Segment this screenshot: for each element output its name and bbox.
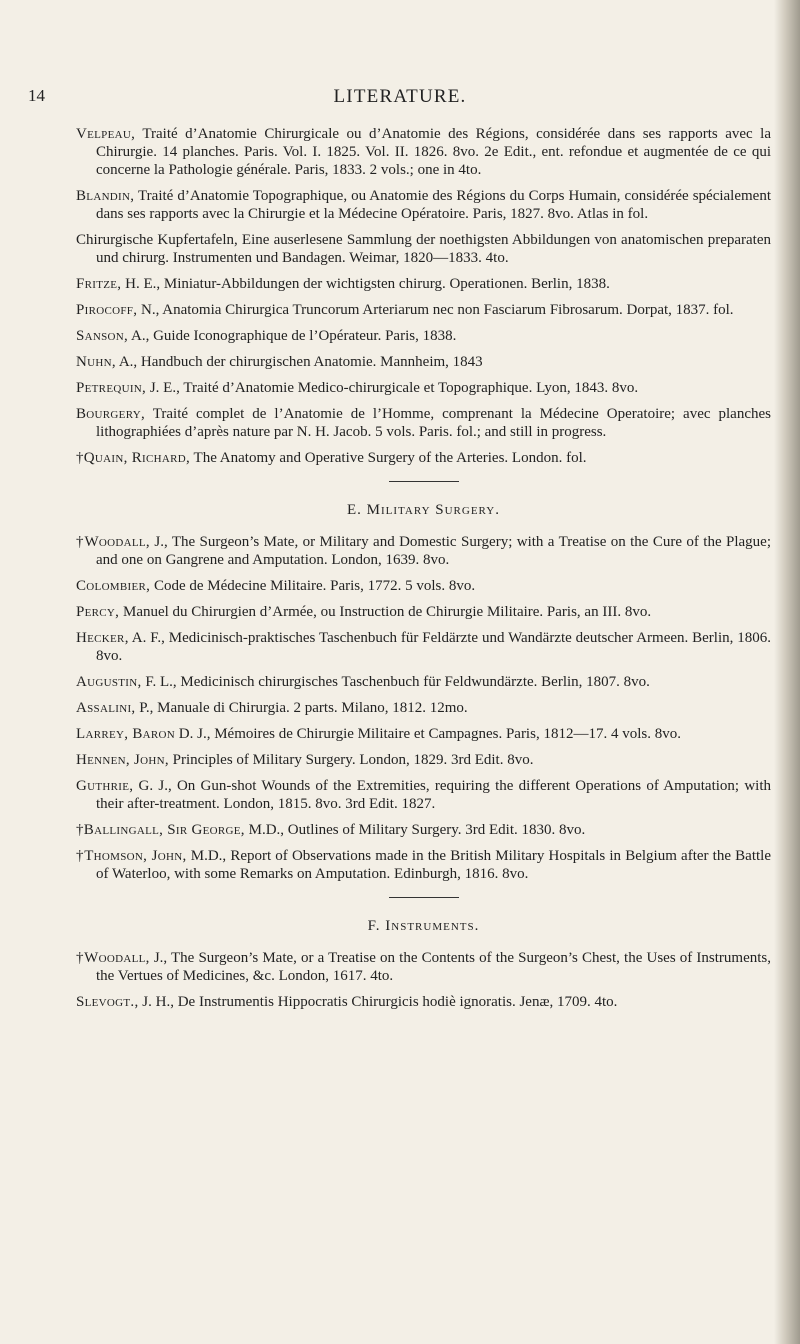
entry-author: Blandin, bbox=[76, 188, 135, 204]
entry-author: Petrequin, bbox=[76, 380, 147, 396]
entry-author: Larrey, Baron bbox=[76, 726, 176, 742]
bibliography-entry bbox=[76, 187, 771, 223]
bibliography-entry bbox=[76, 231, 771, 267]
entry-text: Principles of Military Surgery. London, 1829. 3rd Edit. 8vo. bbox=[168, 752, 534, 768]
bibliography-entry bbox=[76, 725, 771, 743]
entry-text: A., Handbuch der chirurgischen Anatomie. Mannheim, 1843 bbox=[115, 354, 483, 370]
bibliography-entry bbox=[76, 275, 771, 293]
entry-text: J., The Surgeon’s Mate, or a Treatise on the Contents of the Surgeon’s Chest, the Uses of Instruments, the Vertues of Medicines, &c. London, 1617. 4to. bbox=[96, 950, 771, 984]
entry-text: M.D., Outlines of Military Surgery. 3rd Edit. 1830. 8vo. bbox=[244, 822, 586, 838]
entry-text: Manuel du Chirurgien d’Armée, ou Instruction de Chirurgie Militaire. Paris, an III. 8vo. bbox=[119, 604, 652, 620]
section-f-entries bbox=[76, 949, 771, 1011]
bibliography-entry bbox=[76, 603, 771, 621]
entry-author: Nuhn, bbox=[76, 354, 116, 370]
entry-author: Sanson, bbox=[76, 328, 129, 344]
entry-author: †Quain, Richard, bbox=[76, 450, 191, 466]
section-heading-instruments bbox=[76, 918, 771, 935]
bibliography-entry bbox=[76, 125, 771, 179]
bibliography-entry bbox=[76, 777, 771, 813]
bibliography-entry bbox=[76, 577, 771, 595]
bibliography-entry bbox=[76, 993, 771, 1011]
running-head: LITERATURE. bbox=[333, 86, 467, 107]
entry-text: G. J., On Gun-shot Wounds of the Extremities, requiring the different Operations of Amputation; with their after-treatment. London, 1815. 8vo. 3rd Edit. 1827. bbox=[96, 778, 771, 812]
section-divider bbox=[389, 481, 459, 482]
entry-text: J., The Surgeon’s Mate, or Military and Domestic Surgery; with a Treatise on the Cure of the Plague; and one on Gangrene and Amputation. London, 1639. 8vo. bbox=[96, 534, 771, 568]
bibliography-entry bbox=[76, 379, 771, 397]
entry-author: Augustin, bbox=[76, 674, 142, 690]
entry-author: Assalini, bbox=[76, 700, 136, 716]
bibliography-entry bbox=[76, 449, 771, 467]
bibliography bbox=[76, 125, 771, 1019]
page-number: 14 bbox=[28, 86, 45, 105]
section-letter: F. bbox=[367, 918, 381, 934]
entry-text: H. E., Miniatur-Abbildungen der wichtigsten chirurg. Operationen. Berlin, 1838. bbox=[121, 276, 610, 292]
entry-text: Code de Médecine Militaire. Paris, 1772. 5 vols. 8vo. bbox=[150, 578, 476, 594]
section-letter: E. bbox=[347, 502, 362, 518]
entry-text: Chirurgische Kupfertafeln, Eine auserlesene Sammlung der noethigsten Abbildungen von anatomischen preparaten und chirurg. Instrumenten und Bandagen. Weimar, 1820—1833. 4to. bbox=[76, 232, 771, 266]
bibliography-entry bbox=[76, 533, 771, 569]
entry-text: Traité complet de l’Anatomie de l’Homme, comprenant la Médecine Operatoire; avec planches lithographiées d’après nature par N. H. Jacob. 5 vols. Paris. fol.; and still in progress. bbox=[96, 406, 771, 440]
section-divider bbox=[389, 897, 459, 898]
entry-author: †Woodall, bbox=[76, 534, 150, 550]
entry-author: †Woodall, bbox=[76, 950, 150, 966]
section-title: Military Surgery. bbox=[366, 502, 500, 518]
bibliography-entry bbox=[76, 847, 771, 883]
entry-text: Traité d’Anatomie Topographique, ou Anatomie des Régions du Corps Humain, considérée spécialement dans ses rapports avec la Chirurgie et la Médecine Opératoire. Paris, 1827. 8vo. Atlas in fol. bbox=[96, 188, 771, 222]
entry-text: N., Anatomia Chirurgica Truncorum Arteriarum nec non Fasciarum Fibrosarum. Dorpat, 1837. fol. bbox=[137, 302, 734, 318]
bibliography-entry bbox=[76, 405, 771, 441]
entry-text: A., Guide Iconographique de l’Opérateur. Paris, 1838. bbox=[128, 328, 457, 344]
entry-author: Percy, bbox=[76, 604, 120, 620]
entry-text: F. L., Medicinisch chirurgisches Taschenbuch für Feldwundärzte. Berlin, 1807. 8vo. bbox=[141, 674, 650, 690]
section-heading-military-surgery bbox=[76, 502, 771, 519]
bibliography-entry bbox=[76, 301, 771, 319]
entry-author: Bourgery, bbox=[76, 406, 146, 422]
entry-author: †Thomson, John, bbox=[76, 848, 187, 864]
bibliography-entry bbox=[76, 699, 771, 717]
section-e-entries bbox=[76, 533, 771, 883]
entry-author: Hennen, John, bbox=[76, 752, 169, 768]
bibliography-entry bbox=[76, 949, 771, 985]
bibliography-entry bbox=[76, 327, 771, 345]
entry-author: Hecker, bbox=[76, 630, 129, 646]
entry-text: M.D., Report of Observations made in the British Military Hospitals in Belgium after the Battle of Waterloo, with some Remarks on Amputation. Edinburgh, 1816. 8vo. bbox=[96, 848, 771, 882]
entry-text: P., Manuale di Chirurgia. 2 parts. Milano, 1812. 12mo. bbox=[135, 700, 468, 716]
entry-text: D. J., Mémoires de Chirurgie Militaire et Campagnes. Paris, 1812—17. 4 vols. 8vo. bbox=[175, 726, 681, 742]
entry-author: Velpeau, bbox=[76, 126, 136, 142]
entry-author: Pirocoff, bbox=[76, 302, 138, 318]
bibliography-entry bbox=[76, 821, 771, 839]
entry-author: †Ballingall, Sir George, bbox=[76, 822, 245, 838]
entry-text: J. H., De Instrumentis Hippocratis Chirurgicis hodiè ignoratis. Jenæ, 1709. 4to. bbox=[138, 994, 618, 1010]
entry-author: Guthrie, bbox=[76, 778, 134, 794]
entry-text: Traité d’Anatomie Chirurgicale ou d’Anatomie des Régions, considérée dans ses rapports avec la Chirurgie. 14 planches. Paris. Vol. I. 1825. Vol. II. 1826. 8vo. 2e Edit., ent. refondue et augmentée de ce qui concerne la Pathologie générale. Paris, 1833. 2 vols.; one in 4to. bbox=[96, 126, 771, 178]
bibliography-entry bbox=[76, 673, 771, 691]
bibliography-entry bbox=[76, 629, 771, 665]
entry-author: Colombier, bbox=[76, 578, 151, 594]
section-d-entries bbox=[76, 125, 771, 467]
bibliography-entry bbox=[76, 751, 771, 769]
bibliography-entry bbox=[76, 353, 771, 371]
entry-author: Slevogt., bbox=[76, 994, 139, 1010]
entry-author: Fritze, bbox=[76, 276, 122, 292]
entry-text: A. F., Medicinisch-praktisches Taschenbuch für Feldärzte und Wandärzte deutscher Armeen. Berlin, 1806. 8vo. bbox=[96, 630, 771, 664]
entry-text: J. E., Traité d’Anatomie Medico-chirurgicale et Topographique. Lyon, 1843. 8vo. bbox=[146, 380, 639, 396]
section-title: Instruments. bbox=[385, 918, 480, 934]
entry-text: The Anatomy and Operative Surgery of the Arteries. London. fol. bbox=[190, 450, 587, 466]
page-edge-shadow bbox=[774, 0, 800, 1344]
